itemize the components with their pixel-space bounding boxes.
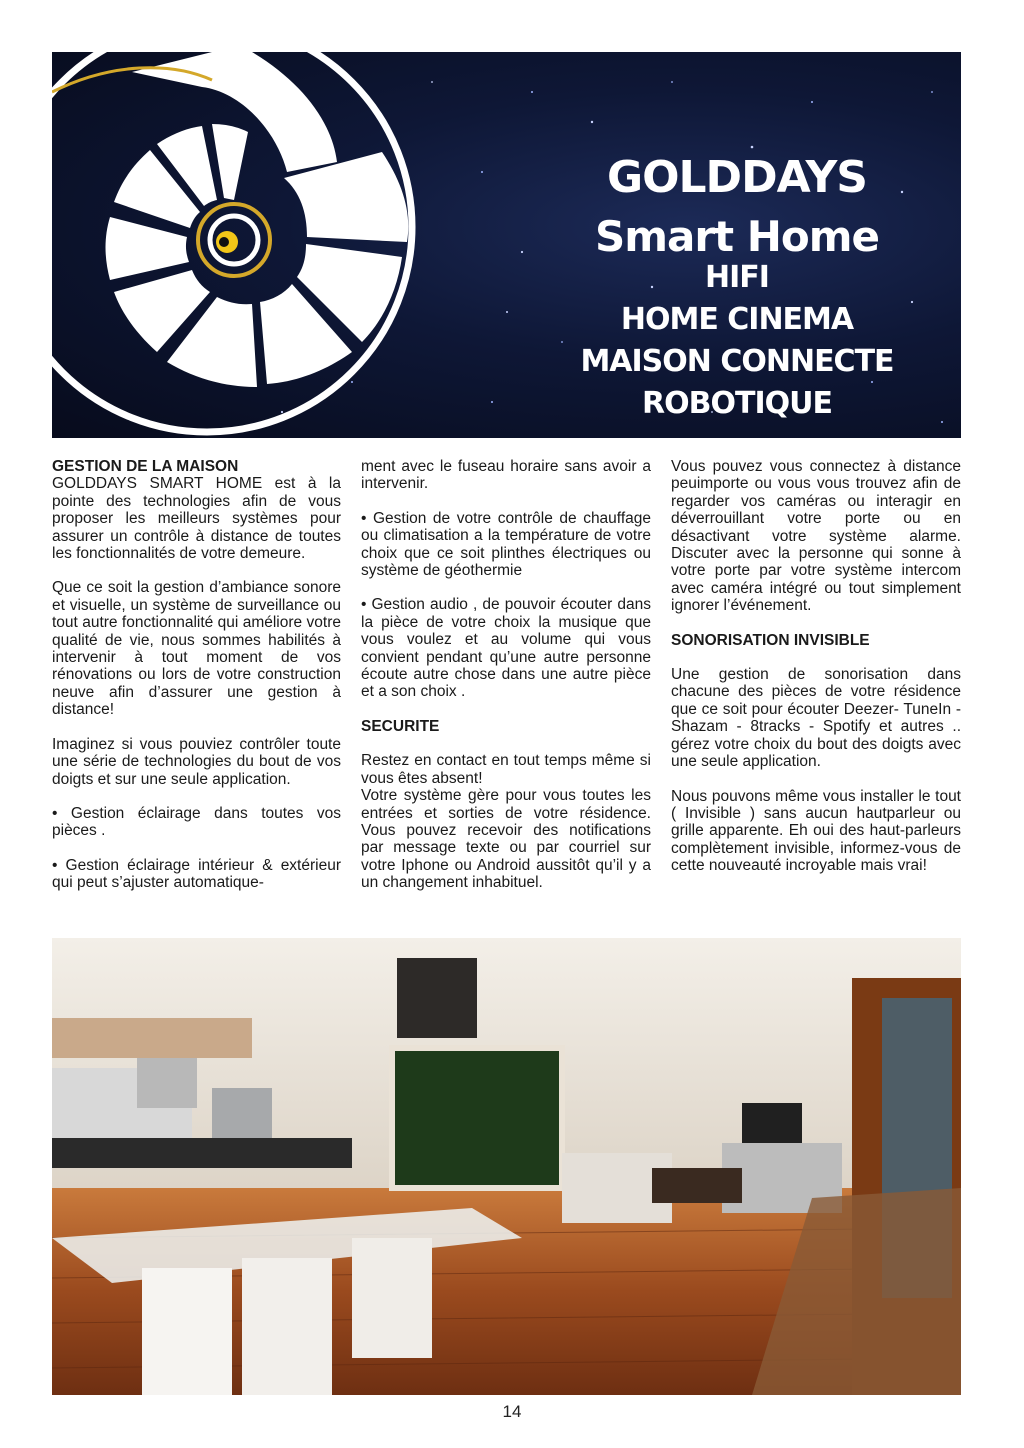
bullet-item: • Gestion éclairage intérieur & extérieur qui peut s’ajuster automatique- [52,856,341,892]
nautilus-logo [52,52,472,438]
header-banner [52,52,961,438]
page-number: 14 [502,1402,522,1421]
heading-sonorisation-invisible: SONORISATION INVISIBLE [671,631,870,649]
category-home-cinema: HOME CINEMA [620,302,854,337]
bullet-item: • Gestion de votre contrôle de chauffage ou climatisation a la température de votre choix que ce soit plinthes électriques ou système de géothermie [361,509,651,580]
category-robotique: ROBOTIQUE [642,386,832,421]
paragraph: Une gestion de sonorisation dans chacune des pièces de votre résidence que ce soit pour écouter Deezer- TuneIn - Shazam - 8tracks - Spotify et autres .. gérez votre choix du bout des doigts avec une seule application. [671,666,961,771]
heading-gestion-maison: GESTION DE LA MAISON [52,458,239,475]
interior-photo [52,938,961,1395]
paragraph: Imaginez si vous pouviez contrôler toute une série de technologies du bout de vos doigts et sur une seule application. [52,735,341,788]
paragraph: Nous pouvons même vous installer le tout ( Invisible ) sans aucun hautparleur ou grille apparente. Eh oui des haut-parleurs complètement invisible, informez-vous de cette nouveauté incroyable mais vrai! [671,787,961,875]
paragraph: Vous pouvez vous connectez à distance peuimporte ou vous vous trouvez afin de regarder vos caméras ou interagir en déverrouillant votre porte ou en désactivant votre système alarme. Discuter avec la personne qui sonne à votre porte par votre système intercom avec caméra intégré ou tout simplement ignorer l’événement. [671,458,961,615]
paragraph: GOLDDAYS SMART HOME est à la pointe des technologies afin de vous proposer les meilleurs systèmes pour assurer un contrôle à distance de toutes les fonctionnalités de votre demeure. [52,475,341,563]
category-hifi: HIFI [705,260,769,295]
product-title: Smart Home [594,212,880,261]
column-2 [361,458,651,909]
paragraph: Restez en contact en tout temps même si vous êtes absent! [361,752,651,787]
column-3 [671,458,961,892]
paragraph: Que ce soit la gestion d’ambiance sonore et visuelle, un système de surveillance ou tout autre fonctionnalité qui améliore votre qualité de vie, nous sommes habilités à intervenir à tout moment de vos rénovations ou lors de votre construction neuve afin d’assurer une gestion à distance! [52,579,341,719]
bullet-item: • Gestion éclairage dans toutes vos pièces . [52,804,341,840]
category-maison-connecte: MAISON CONNECTE [580,344,894,379]
brand-title: GOLDDAYS [607,152,867,203]
bullet-item: • Gestion audio , de pouvoir écouter dans la pièce de votre choix la musique que vous voulez et au volume qui vous convient pendant qu’une autre personne écoute autre chose dans une autre pièce et a son choix . [361,596,651,701]
column-1 [52,458,341,909]
paragraph: ment avec le fuseau horaire sans avoir a intervenir. [361,458,651,493]
paragraph: Votre système gère pour vous toutes les entrées et sorties de votre résidence. Vous pouvez recevoir des notifications par message texte ou par courriel sur votre Iphone ou Android aussitôt qu’il y a un changement inhabituel. [361,787,651,892]
heading-securite: SECURITE [361,717,440,735]
